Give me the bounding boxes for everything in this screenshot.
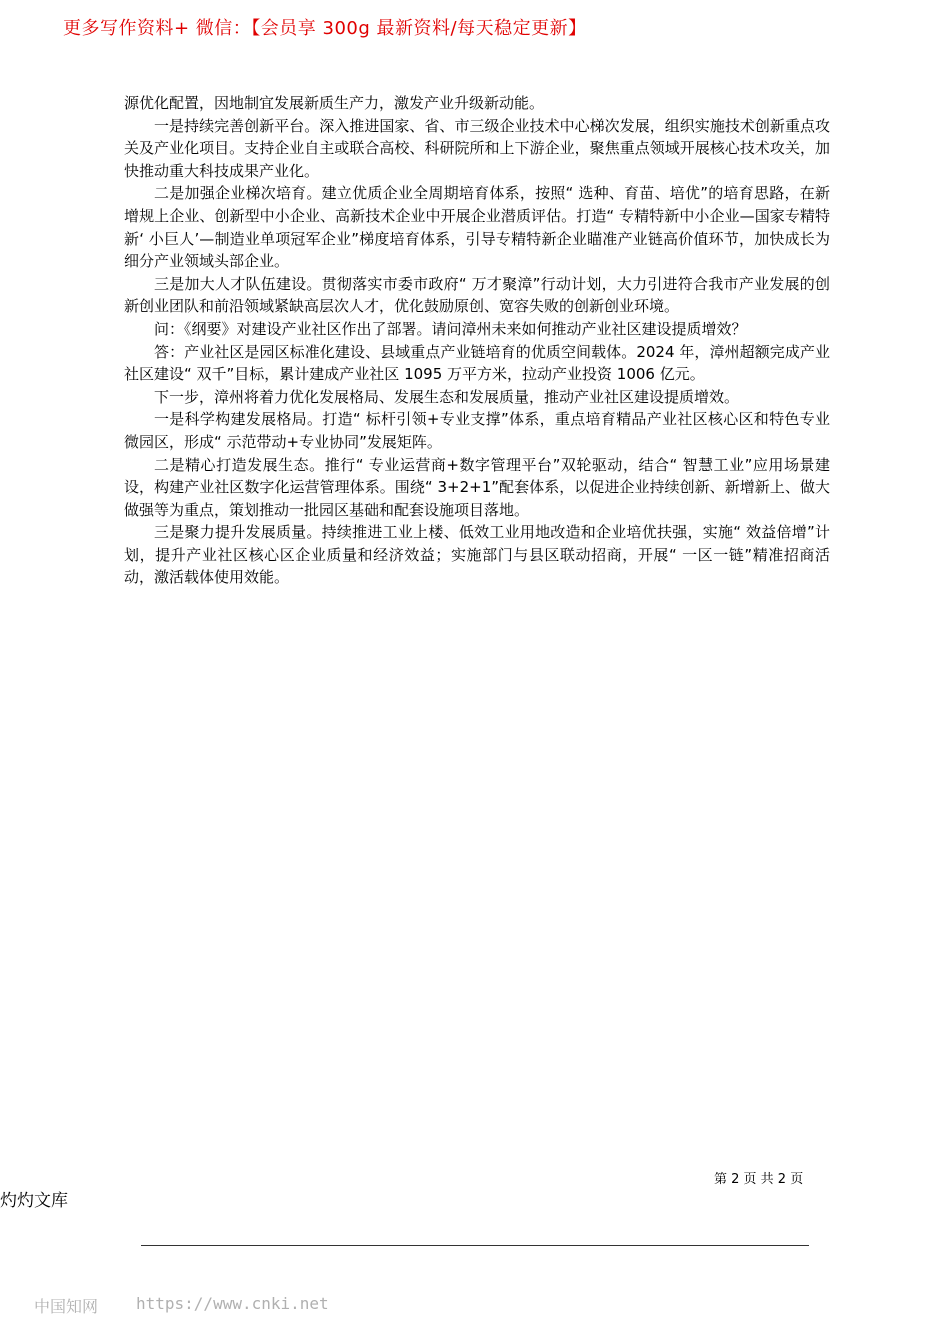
document-body bbox=[124, 92, 830, 589]
paragraph-innovation-platform: 一是持续完善创新平台。深入推进国家、省、市三级企业技术中心梯次发展，组织实施技术创新重点攻关及产业化项目。支持企业自主或联合高校、科研院所和上下游企业，聚焦重点领域开展核心技术攻关，加快推动重大科技成果产业化。 bbox=[124, 116, 830, 180]
page-number: 第 2 页 共 2 页 bbox=[714, 1172, 804, 1187]
watermark-label: 灼灼文库 bbox=[0, 1191, 68, 1211]
promo-banner: 更多写作资料+ 微信：【会员享 300g 最新资料/每天稳定更新】 bbox=[63, 18, 587, 39]
paragraph-answer: 答：产业社区是园区标准化建设、县域重点产业链培育的优质空间载体。2024 年，漳州超额完成产业社区建设“ 双千”目标，累计建成产业社区 1095 万平方米，拉动产业投资 1006 亿元。 bbox=[124, 342, 830, 384]
paragraph-talent-building: 三是加大人才队伍建设。贯彻落实市委市政府“ 万才聚漳”行动计划，大力引进符合我市产业发展的创新创业团队和前沿领域紧缺高层次人才，优化鼓励原创、宽容失败的创新创业环境。 bbox=[124, 274, 830, 316]
footer-site-url: https://www.cnki.net bbox=[136, 1294, 329, 1313]
footer-divider bbox=[141, 1245, 809, 1246]
paragraph-development-layout: 一是科学构建发展格局。打造“ 标杆引领+专业支撑”体系，重点培育精品产业社区核心区和特色专业微园区，形成“ 示范带动+专业协同”发展矩阵。 bbox=[124, 410, 830, 451]
footer-site-name: 中国知网 bbox=[34, 1297, 99, 1316]
paragraph-question: 问：《纲要》对建设产业社区作出了部署。请问漳州未来如何推动产业社区建设提质增效？ bbox=[154, 319, 747, 338]
paragraph-development-quality: 三是聚力提升发展质量。持续推进工业上楼、低效工业用地改造和企业培优扶强，实施“ 效益倍增”计划，提升产业社区核心区企业质量和经济效益；实施部门与县区联动招商，开展“ 一区一链”精准招商活动，激活载体使用效能。 bbox=[124, 523, 830, 587]
paragraph-development-ecology: 二是精心打造发展生态。推行“ 专业运营商+数字管理平台”双轮驱动，结合“ 智慧工业”应用场景建设，构建产业社区数字化运营管理体系。围绕“ 3+2+1”配套体系，以促进企业持续创新、新增新上、做大做强等为重点，策划推动一批园区基础和配套设施项目落地。 bbox=[124, 455, 830, 519]
paragraph-next-step: 下一步，漳州将着力优化发展格局、发展生态和发展质量，推动产业社区建设提质增效。 bbox=[154, 387, 740, 406]
paragraph-continuation: 源优化配置，因地制宜发展新质生产力，激发产业升级新动能。 bbox=[124, 94, 545, 112]
paragraph-enterprise-cultivation: 二是加强企业梯次培育。建立优质企业全周期培育体系，按照“ 选种、育苗、培优”的培育思路，在新增规上企业、创新型中小企业、高新技术企业中开展企业潜质评估。打造“ 专精特新中小企业—国家专精特新‘ 小巨人’—制造业单项冠军企业”梯度培育体系，引导专精特新企业瞄准产业链高价值环节，加快成长为细分产业领域头部企业。 bbox=[124, 184, 830, 271]
